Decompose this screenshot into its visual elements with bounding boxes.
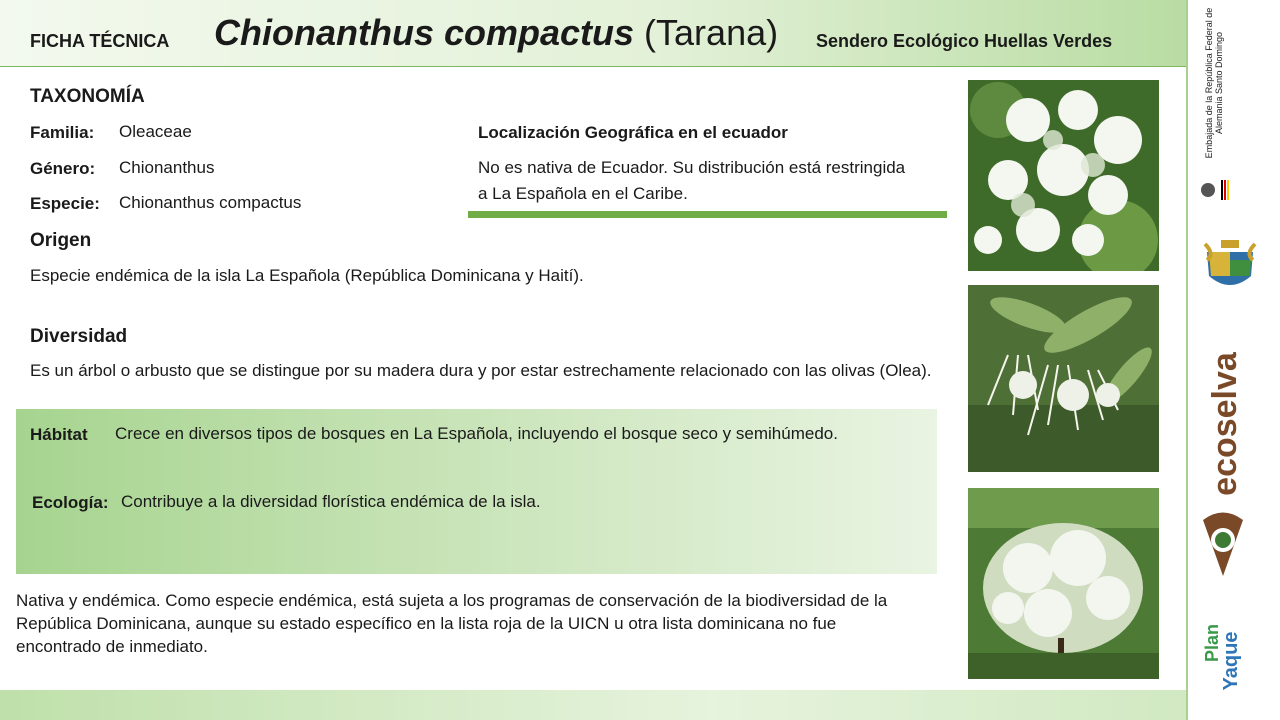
origin-text: Especie endémica de la isla La Española (República Dominicana y Haití).	[30, 266, 584, 285]
habitat-label: Hábitat	[30, 425, 88, 444]
genus-label: Género:	[30, 159, 96, 178]
trail-name: Sendero Ecológico Huellas Verdes	[816, 31, 1113, 51]
ecology-text: Contribuye a la diversidad florística endémica de la isla.	[121, 492, 541, 511]
diversity-text: Es un árbol o arbusto que se distingue por su madera dura y por estar estrechamente relacionado con las olivas (Olea).	[30, 361, 932, 380]
flowering-branches-photo	[968, 80, 1159, 271]
scientific-name: Chionanthus compactus	[214, 12, 635, 53]
footer-band	[0, 690, 1187, 720]
plan-text: Plan	[1202, 624, 1222, 663]
location-text: No es nativa de Ecuador. Su distribución está restringida a La Española en el Caribe.	[478, 158, 906, 203]
common-name: (Tarana)	[644, 12, 779, 53]
flower-closeup-photo	[968, 285, 1159, 472]
origin-heading: Origen	[30, 230, 92, 251]
page-title	[214, 12, 778, 54]
ecoselva-logo	[1197, 330, 1257, 580]
species-label: Especie:	[30, 194, 100, 213]
ficha-label: FICHA TÉCNICA	[30, 31, 170, 51]
plan-yaque-logo	[1197, 610, 1257, 710]
taxonomy-heading: TAXONOMÍA	[30, 86, 145, 107]
embassy-text: Embajada de la República Federal de Alemania Santo Domingo	[1204, 7, 1224, 159]
diversity-heading: Diversidad	[30, 326, 128, 347]
yaque-text: Yaque	[1220, 631, 1242, 691]
family-value: Oleaceae	[119, 122, 192, 141]
genus-value: Chionanthus	[119, 158, 215, 177]
ecoselva-wordmark: ecoselva	[1206, 352, 1244, 496]
family-label: Familia:	[30, 123, 95, 142]
ecology-label: Ecología:	[32, 493, 109, 512]
species-value: Chionanthus compactus	[119, 193, 302, 212]
flowering-tree-photo	[968, 488, 1159, 679]
embassy-logo	[1196, 7, 1236, 208]
habitat-text: Crece en diversos tipos de bosques en La Española, incluyendo el bosque seco y semihúmedo.	[115, 424, 838, 443]
location-heading: Localización Geográfica en el ecuador	[478, 123, 788, 142]
conservation-text: Nativa y endémica. Como especie endémica, está sujeta a los programas de conservación de la biodiversidad de la República Dominicana, aunque su estado específico en la lista roja de la UICN u otra lista dominicana no fue encontrado de inmediato.	[16, 591, 888, 656]
location-divider	[468, 211, 947, 218]
coat-of-arms-logo	[1201, 240, 1259, 294]
